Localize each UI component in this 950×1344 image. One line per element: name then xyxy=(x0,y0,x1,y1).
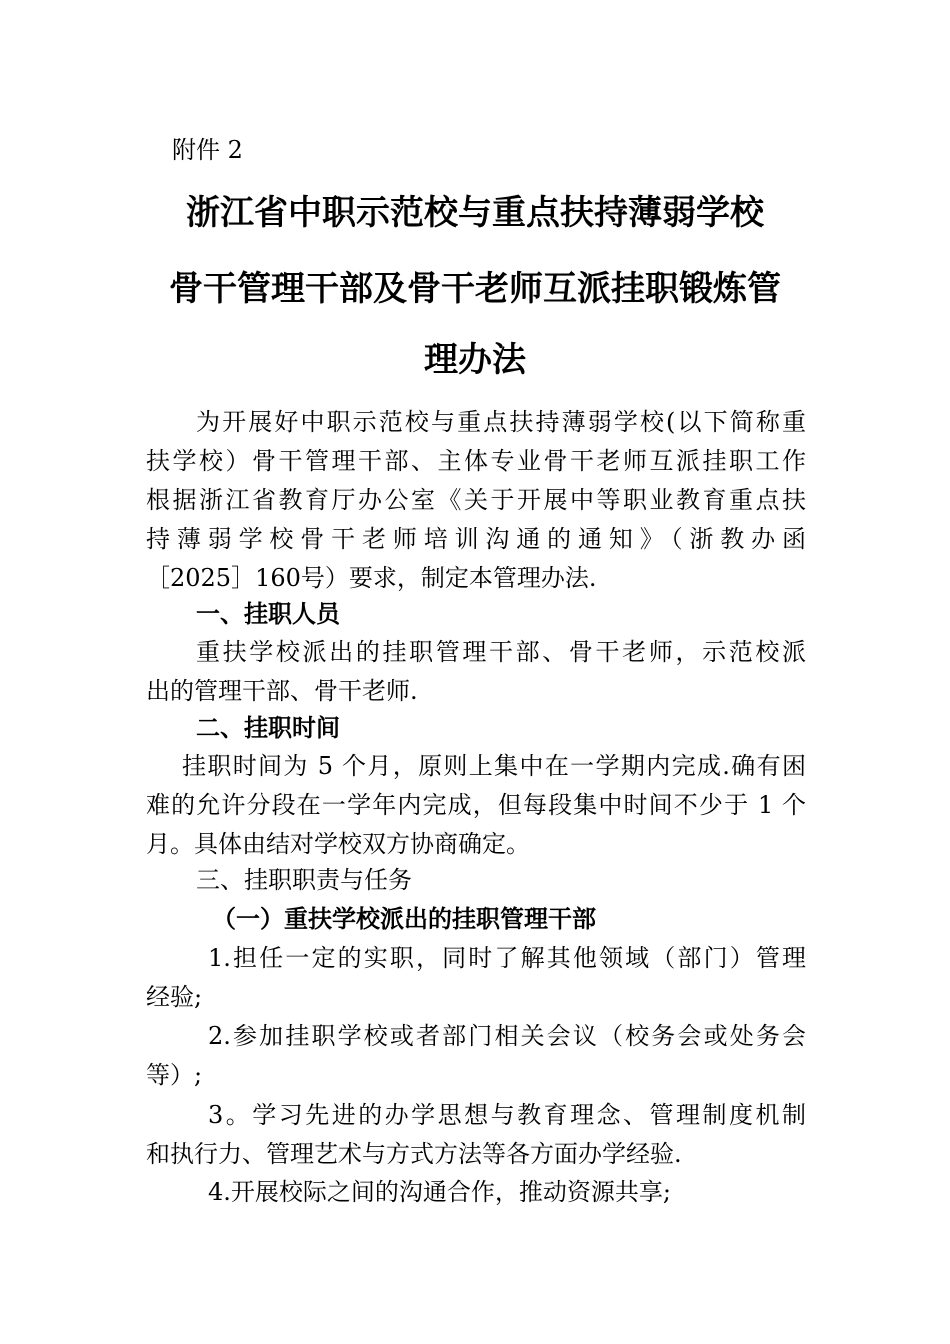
section-2-line-1: 挂职时间为 5 个月，原则上集中在一学期内完成.确有困 xyxy=(182,752,806,780)
document-title-line-1: 浙江省中职示范校与重点扶持薄弱学校 xyxy=(186,193,764,233)
intro-line-3: 根据浙江省教育厅办公室《关于开展中等职业教育重点扶 xyxy=(146,486,806,514)
section-3-item-3-line-2: 和执行力、管理艺术与方式方法等各方面办学经验. xyxy=(146,1140,682,1168)
section-3-item-3-line-1: 3。学习先进的办学思想与教育理念、管理制度机制 xyxy=(208,1101,806,1129)
attachment-label: 附件 2 xyxy=(172,136,243,164)
section-3-subheading: （一）重扶学校派出的挂职管理干部 xyxy=(212,905,596,933)
document-title-line-3: 理办法 xyxy=(424,340,526,380)
section-3-item-2-line-1: 2.参加挂职学校或者部门相关会议（校务会或处务会 xyxy=(208,1022,806,1050)
section-2-line-2: 难的允许分段在一学年内完成，但每段集中时间不少于 1 个 xyxy=(146,791,806,819)
section-3-item-1-line-1: 1.担任一定的实职，同时了解其他领域（部门）管理 xyxy=(208,944,806,972)
intro-line-1: 为开展好中职示范校与重点扶持薄弱学校(以下简称重 xyxy=(196,408,806,436)
section-2-heading: 二、挂职时间 xyxy=(196,714,340,742)
document-title-line-2: 骨干管理干部及骨干老师互派挂职锻炼管 xyxy=(169,269,781,309)
intro-line-2: 扶学校）骨干管理干部、主体专业骨干老师互派挂职工作 xyxy=(146,447,806,475)
intro-line-4: 持薄弱学校骨干老师培训沟通的通知》（浙教办函 xyxy=(146,525,806,553)
section-3-item-1-line-2: 经验; xyxy=(146,983,203,1011)
section-3-item-4-line-1: 4.开展校际之间的沟通合作，推动资源共享; xyxy=(208,1178,671,1206)
intro-line-5: ［2025］160号）要求，制定本管理办法. xyxy=(146,564,597,592)
section-1-line-1: 重扶学校派出的挂职管理干部、骨干老师，示范校派 xyxy=(196,638,806,666)
section-3-item-2-line-2: 等）; xyxy=(146,1061,203,1089)
section-1-line-2: 出的管理干部、骨干老师. xyxy=(146,677,418,705)
section-2-line-3: 月。具体由结对学校双方协商确定。 xyxy=(146,830,530,858)
section-3-heading: 三、挂职职责与任务 xyxy=(196,866,412,894)
section-1-heading: 一、挂职人员 xyxy=(196,600,340,628)
